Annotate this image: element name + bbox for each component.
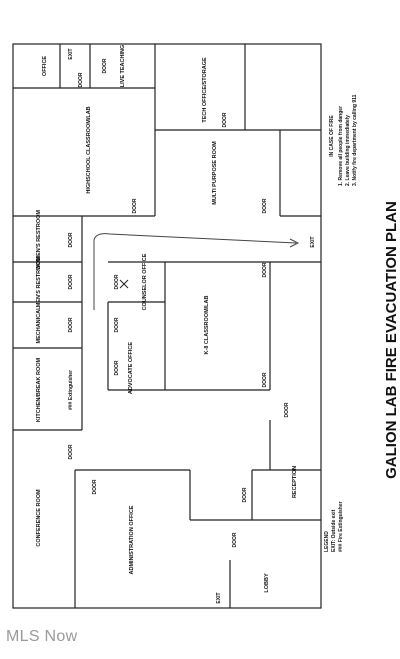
watermark: MLS Now: [6, 628, 78, 645]
door-label: DOOR: [262, 262, 268, 278]
legend-heading: LEGEND: [324, 531, 330, 552]
door-label: DOOR: [262, 198, 268, 214]
door-label: DOOR: [102, 58, 108, 74]
exit-label: EXIT: [216, 592, 222, 604]
legend-extinguisher: ### Fire Extinguisher: [338, 501, 344, 552]
reception-label: RECEPTION: [292, 465, 298, 499]
kitchen-label: KITCHEN/BREAK ROOM: [36, 357, 42, 423]
in-case-of-fire-heading: IN CASE OF FIRE: [329, 115, 335, 157]
door-label: DOOR: [132, 198, 138, 214]
door-label: DOOR: [262, 372, 268, 388]
counselor-office-label: COUNSELOR OFFICE: [142, 253, 148, 311]
door-label: DOOR: [232, 532, 238, 548]
fire-step-2: 2. Leave building immediately: [345, 115, 351, 186]
fire-step-1: 1. Remove all people from danger: [338, 105, 344, 186]
building-outline: [13, 44, 321, 608]
live-teaching-label: LIVE TEACHING: [120, 44, 126, 88]
multi-purpose-label: MULTI PURPOSE ROOM: [212, 141, 218, 205]
counselor-x-mark: [120, 280, 128, 288]
lobby-label: LOBBY: [264, 573, 270, 593]
tech-office-label: TECH OFFICE/STORAGE: [202, 57, 208, 123]
plan-title: GALION LAB FIRE EVACUATION PLAN: [383, 201, 400, 479]
door-label: DOOR: [114, 274, 120, 290]
exit-label: EXIT: [68, 48, 74, 60]
door-label: DOOR: [68, 317, 74, 333]
conference-label: CONFERENCE ROOM: [36, 489, 42, 547]
fire-extinguisher-label: ### Extinguisher: [68, 369, 74, 411]
door-label: DOOR: [114, 317, 120, 333]
exit-label: EXIT: [310, 236, 316, 248]
advocate-office-label: ADVOCATE OFFICE: [128, 341, 134, 395]
fire-step-3: 3. Notify fire department by calling 911: [352, 94, 358, 186]
mechanical-label: MECHANICAL: [36, 306, 42, 344]
office-label: OFFICE: [42, 55, 48, 77]
door-label: DOOR: [68, 232, 74, 248]
door-label: DOOR: [68, 444, 74, 460]
door-label: DOOR: [114, 360, 120, 376]
door-label: DOOR: [92, 479, 98, 495]
administration-label: ADMINISTRATION OFFICE: [129, 505, 135, 575]
door-label: DOOR: [242, 487, 248, 503]
highschool-lab-label: HIGHSCHOOL CLASSROOM/LAB: [86, 106, 92, 194]
door-label: DOOR: [78, 72, 84, 88]
legend-exit: EXIT: Outside exit: [331, 509, 337, 552]
door-label: DOOR: [222, 112, 228, 128]
k8-classroom-label: K-8 CLASSROOM/LAB: [204, 295, 210, 355]
womens-restroom-label: WOMEN'S RESTROOM: [36, 210, 42, 270]
door-label: DOOR: [68, 274, 74, 290]
door-label: DOOR: [284, 402, 290, 418]
mens-restroom-label: MEN'S RESTROOM: [36, 256, 42, 308]
